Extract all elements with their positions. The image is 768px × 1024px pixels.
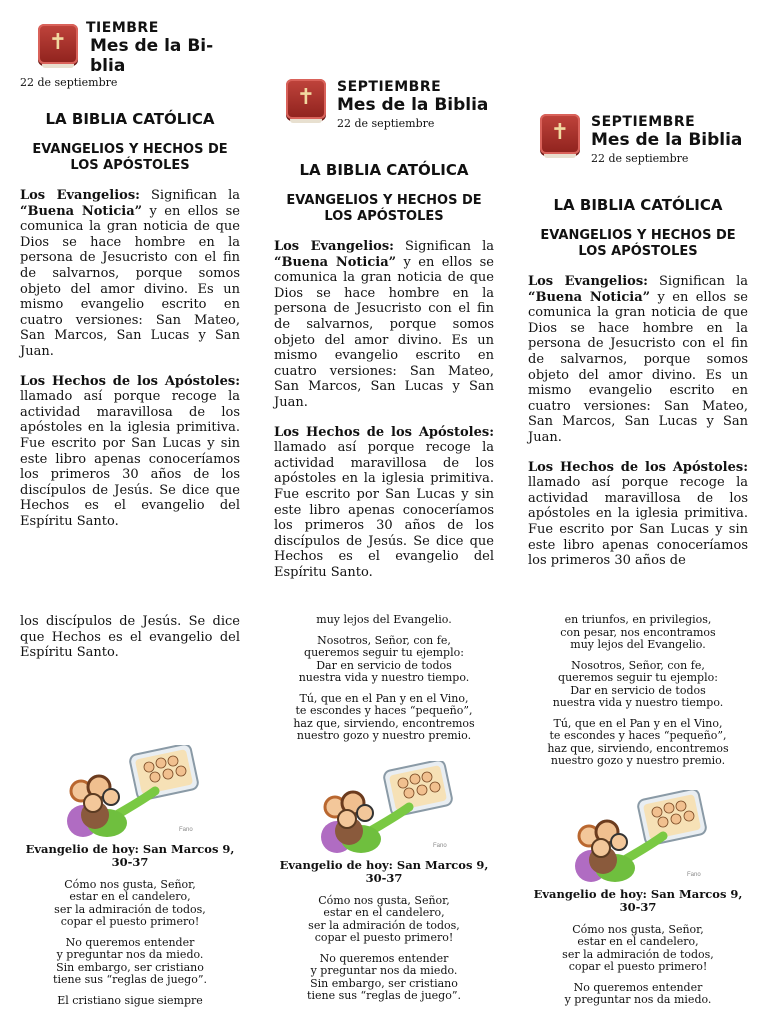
hechos-text: llamado así porque recoge la actividad maravillosa de los apóstoles en la iglesia primitiva. Fue escrito por San Lucas y sin este libro apenas conoceríamos los primeros 30 años de xyxy=(528,475,748,569)
poem-line: haz que, sirviendo, encontremos xyxy=(293,716,475,730)
poem-line: No queremos entender xyxy=(65,935,195,949)
stanza-nosotros xyxy=(274,635,494,685)
children-with-jesus-selfie-illustration xyxy=(563,790,713,882)
poem-line: Cómo nos gusta, Señor, xyxy=(64,877,196,891)
article-subheading: EVANGELIOS Y HECHOS DE LOS APÓSTOLES xyxy=(286,193,482,224)
evangelios-label: Los Evangelios: xyxy=(274,239,394,254)
bulletin-header xyxy=(528,110,748,170)
poem-line: Cómo nos gusta, Señor, xyxy=(572,922,704,936)
screen-face xyxy=(163,769,173,779)
stanza-como xyxy=(20,879,240,929)
stanza-no xyxy=(274,953,494,1003)
article-heading: LA BIBLIA CATÓLICA xyxy=(45,110,215,128)
bulletin-column-1 xyxy=(20,20,240,529)
hechos-continuation: los discípulos de Jesús. Se dice que Hechos es el evangelio del Espíritu Santo. xyxy=(20,614,240,661)
stanza-last xyxy=(20,995,240,1008)
hechos-text: llamado así porque recoge la actividad maravillosa de los apóstoles en la iglesia primitiva. Fue escrito por San Lucas y sin este libro apenas conoceríamos los primeros 30 años de los discípulos de Jesús. Se dice que Hechos es el evangelio del Espíritu Santo. xyxy=(274,440,494,580)
poem-line: nuestra vida y nuestro tiempo. xyxy=(552,696,724,709)
boy-head xyxy=(84,794,102,812)
screen-face xyxy=(156,758,166,768)
stanza-nosotros xyxy=(528,660,748,710)
poem-line: Nosotros, Señor, con fe, xyxy=(571,658,705,672)
bulletin-header xyxy=(20,20,240,89)
poem-line: con pesar, nos encontramos xyxy=(560,625,716,639)
child-head xyxy=(611,834,627,850)
poem-line: Nosotros, Señor, con fe, xyxy=(317,633,451,647)
stanza-como xyxy=(528,924,748,974)
poem-line: Tú, que en el Pan y en el Vino, xyxy=(299,691,469,705)
bulletin-column-3 xyxy=(528,110,748,569)
poem-line: Cómo nos gusta, Señor, xyxy=(318,893,450,907)
evangelios-text: y en ellos se comunica la gran noticia de que Dios se hace hombre en la persona de Jesucristo con el fin de salvarnos, porque somos objeto del amor divino. Es un mismo evangelio escrito en cuatro versiones: San Mateo, San Marcos, San Lucas y San Juan. xyxy=(20,203,240,359)
header-title-line-2: blia xyxy=(90,56,126,76)
poem-line: nuestro gozo y nuestro premio. xyxy=(296,729,472,742)
gospel-of-the-day: Evangelio de hoy: San Marcos 9, 30-37 xyxy=(279,857,489,885)
poem-line: nuestra vida y nuestro tiempo. xyxy=(298,671,470,684)
poem-line: muy lejos del Evangelio. xyxy=(570,638,706,651)
evangelios-text: y en ellos se comunica la gran noticia de que Dios se hace hombre en la persona de Jesucristo con el fin de salvarnos, porque somos objeto del amor divino. Es un mismo evangelio escrito en cuatro versiones: San Mateo, San Marcos, San Lucas y San Juan. xyxy=(528,289,748,445)
boy-head xyxy=(338,810,356,828)
child-head xyxy=(357,805,373,821)
poem-line: y preguntar nos da miedo. xyxy=(56,948,204,962)
screen-face xyxy=(422,772,432,782)
article-heading: LA BIBLIA CATÓLICA xyxy=(299,161,469,179)
poem-line: estar en el candelero, xyxy=(577,935,699,948)
gospel-of-the-day: Evangelio de hoy: San Marcos 9, 30-37 xyxy=(533,886,743,914)
poem-line: en triunfos, en privilegios, xyxy=(564,613,712,626)
poem-line: muy lejos del Evangelio. xyxy=(316,613,452,626)
poem-line: Dar en servicio de todos xyxy=(316,658,452,672)
bulletin-column-2-continued xyxy=(274,614,494,1011)
poem-line: queremos seguir tu ejemplo: xyxy=(304,646,464,659)
hechos-paragraph xyxy=(274,425,494,581)
screen-face xyxy=(176,766,186,776)
poem xyxy=(528,924,748,1007)
header-month: SEPTIEMBRE xyxy=(337,79,442,95)
illustration-signature: Fano xyxy=(433,842,447,849)
evangelios-paragraph xyxy=(20,188,240,360)
screen-face xyxy=(658,817,668,827)
poem-line: te escondes y haces “pequeño”, xyxy=(295,704,473,717)
header-title: Mes de la Biblia xyxy=(591,130,743,150)
poem-line: estar en el candelero, xyxy=(69,890,191,904)
buena-noticia: “Buena Noticia” xyxy=(528,289,651,305)
header-month: TIEMBRE xyxy=(86,20,159,36)
bible-icon: ✝ xyxy=(38,24,78,64)
poem-line: No queremos entender xyxy=(319,951,449,965)
stanza-fragment xyxy=(528,614,748,652)
evangelios-pre: Significan la xyxy=(659,274,748,289)
screen-face xyxy=(430,782,440,792)
hechos-paragraph xyxy=(528,460,748,569)
hechos-label: Los Hechos de los Apóstoles: xyxy=(528,459,748,475)
header-date: 22 de septiembre xyxy=(591,152,689,165)
bulletin-column-1-continued xyxy=(20,614,240,1015)
poem-line: ser la admiración de todos, xyxy=(562,947,714,961)
child-head xyxy=(103,789,119,805)
evangelios-pre: Significan la xyxy=(151,188,240,203)
poem-line: ser la admiración de todos, xyxy=(308,918,460,932)
header-date: 22 de septiembre xyxy=(20,76,118,89)
screen-face xyxy=(664,803,674,813)
poem-line: y preguntar nos da miedo. xyxy=(310,964,458,977)
article-heading: LA BIBLIA CATÓLICA xyxy=(553,196,723,214)
boy-head xyxy=(592,839,610,857)
screen-face xyxy=(410,774,420,784)
poem-line: Sin embargo, ser cristiano xyxy=(56,960,204,974)
poem-line: y preguntar nos da miedo. xyxy=(564,993,712,1006)
screen-face xyxy=(417,785,427,795)
poem-line: Dar en servicio de todos xyxy=(570,683,706,697)
poem-line: copar el puesto primero! xyxy=(60,915,200,929)
children-with-jesus-selfie-illustration xyxy=(309,761,459,853)
poem-line: ser la admiración de todos, xyxy=(54,902,206,916)
poem-line: haz que, sirviendo, encontremos xyxy=(547,741,729,755)
poem-line: No queremos entender xyxy=(573,980,703,994)
screen-face xyxy=(150,772,160,782)
article-subheading: EVANGELIOS Y HECHOS DE LOS APÓSTOLES xyxy=(32,142,228,173)
header-title: Mes de la Biblia xyxy=(337,95,489,115)
hechos-paragraph xyxy=(20,374,240,530)
poem-line: nuestro gozo y nuestro premio. xyxy=(550,754,726,767)
screen-face xyxy=(404,788,414,798)
poem-line: tiene sus “reglas de juego”. xyxy=(53,973,207,987)
buena-noticia: “Buena Noticia” xyxy=(20,203,143,219)
poem-line: queremos seguir tu ejemplo: xyxy=(558,671,718,684)
screen-face xyxy=(652,807,662,817)
evangelios-text: y en ellos se comunica la gran noticia de que Dios se hace hombre en la persona de Jesucristo con el fin de salvarnos, porque somos objeto del amor divino. Es un mismo evangelio escrito en cuatro versiones: San Mateo, San Marcos, San Lucas y San Juan. xyxy=(274,254,494,410)
poem-line: Tú, que en el Pan y en el Vino, xyxy=(553,716,723,730)
poem-line: copar el puesto primero! xyxy=(314,931,454,944)
evangelios-pre: Significan la xyxy=(405,239,494,254)
buena-noticia: “Buena Noticia” xyxy=(274,254,397,270)
evangelios-label: Los Evangelios: xyxy=(528,274,648,289)
screen-face xyxy=(168,756,178,766)
poem-line: tiene sus “reglas de juego”. xyxy=(307,989,461,1002)
illustration-signature: Fano xyxy=(179,826,193,833)
screen-face xyxy=(684,811,694,821)
hechos-label: Los Hechos de los Apóstoles: xyxy=(274,424,494,440)
poem-line: copar el puesto primero! xyxy=(568,960,708,973)
bible-icon: ✝ xyxy=(286,79,326,119)
bulletin-header xyxy=(274,75,494,135)
hechos-label: Los Hechos de los Apóstoles: xyxy=(20,373,240,389)
screen-face xyxy=(676,801,686,811)
hechos-text: llamado así porque recoge la actividad maravillosa de los apóstoles en la iglesia primitiva. Fue escrito por San Lucas y sin este libro apenas conoceríamos los primeros 30 años de los discípulos de Jesús. Se dice que Hechos es el evangelio del Espíritu Santo. xyxy=(20,389,240,529)
evangelios-paragraph xyxy=(528,274,748,446)
poem-line: estar en el candelero, xyxy=(323,906,445,919)
poem-line: te escondes y haces “pequeño”, xyxy=(549,729,727,742)
stanza-como xyxy=(274,895,494,945)
poem xyxy=(274,614,494,743)
bulletin-column-2 xyxy=(274,75,494,580)
bulletin-column-3-continued xyxy=(528,614,748,1015)
evangelios-paragraph xyxy=(274,239,494,411)
header-title xyxy=(90,36,213,76)
poem-line: Sin embargo, ser cristiano xyxy=(310,976,458,990)
poem xyxy=(528,614,748,768)
poem xyxy=(20,879,240,1008)
evangelios-label: Los Evangelios: xyxy=(20,188,140,203)
header-title-line-1: Mes de la Bi- xyxy=(90,36,214,56)
illustration-signature: Fano xyxy=(687,871,701,878)
stanza-tu xyxy=(274,693,494,743)
poem-line: El cristiano sigue siempre xyxy=(57,993,203,1007)
children-with-jesus-selfie-illustration xyxy=(55,745,205,837)
header-month: SEPTIEMBRE xyxy=(591,114,696,130)
gospel-of-the-day: Evangelio de hoy: San Marcos 9, 30-37 xyxy=(25,841,235,869)
stanza-no xyxy=(528,982,748,1007)
article-subheading: EVANGELIOS Y HECHOS DE LOS APÓSTOLES xyxy=(540,228,736,259)
bible-icon: ✝ xyxy=(540,114,580,154)
stanza-no xyxy=(20,937,240,987)
poem xyxy=(274,895,494,1003)
screen-face xyxy=(144,762,154,772)
screen-face xyxy=(398,778,408,788)
stanza-tu xyxy=(528,718,748,768)
stanza-fragment xyxy=(274,614,494,627)
header-date: 22 de septiembre xyxy=(337,117,435,130)
screen-face xyxy=(671,814,681,824)
